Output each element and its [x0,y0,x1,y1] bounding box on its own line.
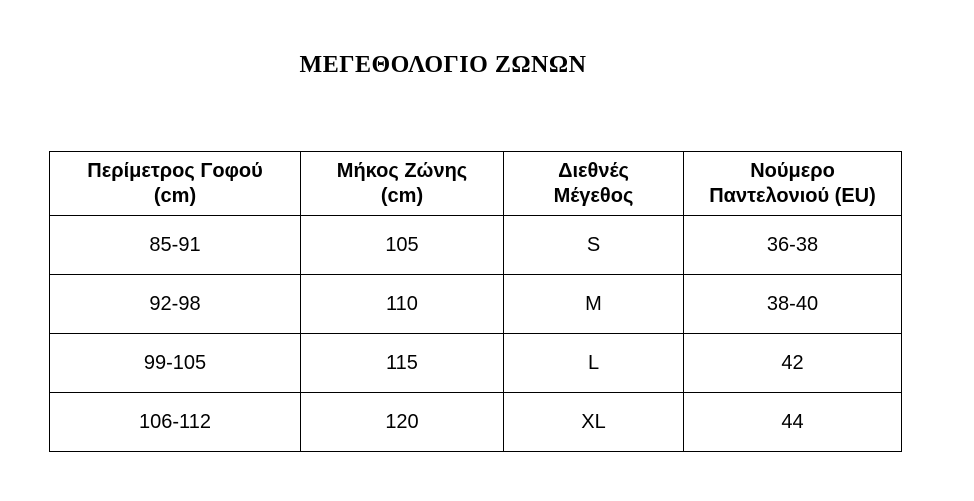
table-cell: 99-105 [50,334,301,393]
header-line: Μέγεθος [553,184,634,207]
page-title: ΜΕΓΕΘΟΛΟΓΙΟ ΖΩΝΩΝ [299,52,587,78]
table-cell: 92-98 [50,275,301,334]
table-cell: 106-112 [50,393,301,452]
table-cell: XL [504,393,684,452]
header-line: Παντελονιού (EU) [709,184,876,207]
table-cell: 85-91 [50,216,301,275]
table-cell: 36-38 [684,216,902,275]
table-row [50,393,902,452]
size-chart-table [49,151,902,452]
header-line: Περίμετρος Γοφού [87,159,263,182]
table-cell: 44 [684,393,902,452]
header-line: Νούμερο [750,159,835,182]
table-row [50,216,902,275]
table-row [50,334,902,393]
header-international-size [504,152,684,216]
table-cell: 38-40 [684,275,902,334]
table-cell: 110 [301,275,504,334]
header-belt-length [301,152,504,216]
table-row [50,275,902,334]
table-cell: 115 [301,334,504,393]
header-trouser-size [684,152,902,216]
table-header-row [50,152,902,216]
table-cell: 42 [684,334,902,393]
header-line: Διεθνές [558,159,629,182]
header-line: Μήκος Ζώνης [336,159,468,182]
table-cell: S [504,216,684,275]
table-cell: 105 [301,216,504,275]
table-cell: L [504,334,684,393]
header-line: (cm) [380,184,424,207]
header-hip-circumference [50,152,301,216]
table-cell: 120 [301,393,504,452]
table-cell: M [504,275,684,334]
header-line: (cm) [153,184,197,207]
